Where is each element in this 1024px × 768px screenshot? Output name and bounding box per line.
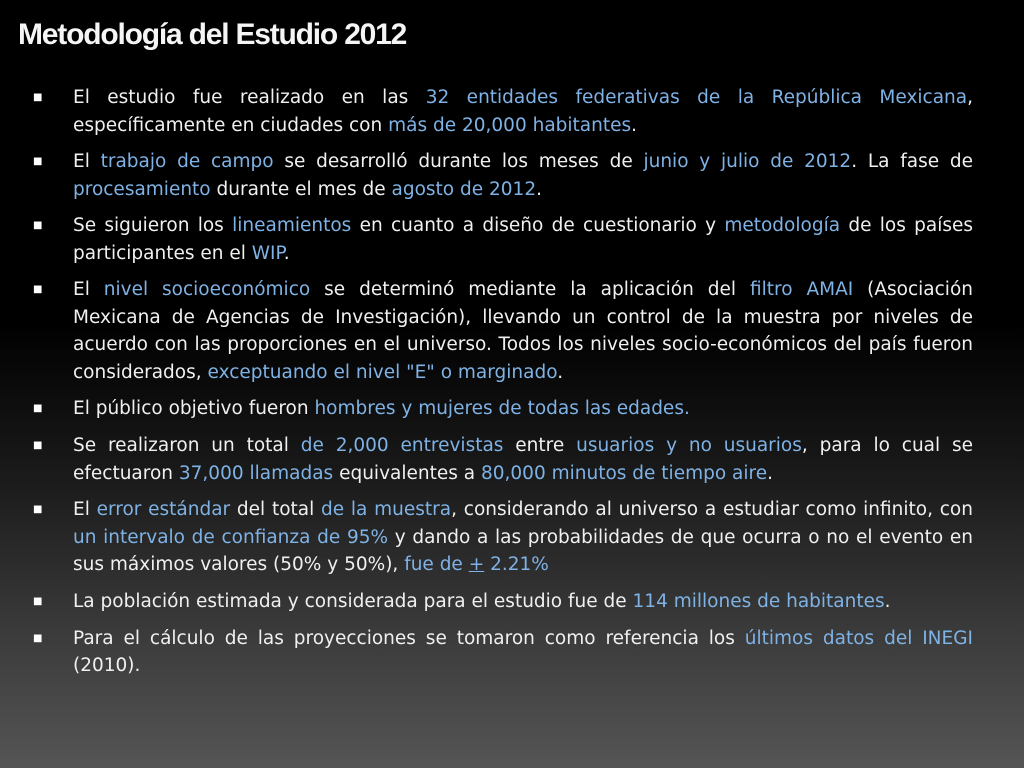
highlighted-text: metodología bbox=[724, 215, 841, 236]
body-text: (2010). bbox=[73, 655, 141, 676]
highlighted-text: de la muestra bbox=[321, 499, 452, 520]
highlighted-text: + bbox=[468, 554, 485, 575]
bullet-item bbox=[33, 395, 973, 423]
bullet-text bbox=[73, 276, 973, 386]
body-text: . bbox=[884, 590, 891, 612]
body-text: La población estimada y considerada para el estudio fue de bbox=[73, 590, 633, 612]
body-text: se determinó mediante la aplicación del bbox=[310, 279, 750, 300]
highlighted-text: nivel socioeconómico bbox=[103, 279, 311, 300]
body-text: . bbox=[536, 178, 542, 200]
body-text: El público objetivo fueron bbox=[73, 398, 315, 419]
bullet-text bbox=[73, 84, 973, 139]
highlighted-text: más de 20,000 habitantes bbox=[388, 114, 632, 136]
body-text: , para lo cual se efectuaron bbox=[73, 435, 974, 484]
body-text: El bbox=[73, 499, 97, 520]
bullet-text bbox=[73, 395, 973, 423]
highlighted-text: trabajo de campo bbox=[100, 151, 274, 172]
highlighted-text: 114 millones de habitantes bbox=[632, 590, 885, 612]
body-text: El bbox=[73, 279, 104, 300]
highlighted-text: últimos datos del INEGI bbox=[744, 627, 973, 649]
bullet-item bbox=[33, 84, 973, 139]
body-text: equivalentes a bbox=[333, 462, 481, 484]
body-text: de los países participantes en el bbox=[73, 215, 973, 264]
bullet-text bbox=[73, 588, 973, 616]
body-text: . bbox=[283, 242, 290, 264]
body-text: , específicamente en ciudades con bbox=[73, 87, 973, 136]
highlighted-text: 37,000 llamadas bbox=[178, 462, 334, 484]
square-bullet-icon: ■ bbox=[33, 156, 43, 167]
body-text: (Asociación Mexicana de Agencias de Investigación), llevando un control de la muestra por niveles de acuerdo con las proporciones en el universo. Todos los niveles socio-económicos del país fueron considerados, bbox=[73, 279, 973, 383]
bullet-text bbox=[73, 212, 973, 267]
body-text: se desarrolló durante los meses de bbox=[273, 151, 644, 172]
body-text: y dando a las probabilidades de que ocurra o no el evento en sus máximos valores (50% y 50%), bbox=[73, 526, 973, 575]
square-bullet-icon: ■ bbox=[33, 220, 43, 231]
body-text: , considerando al universo a estudiar como infinito, con bbox=[451, 499, 973, 520]
bullet-item bbox=[33, 212, 973, 267]
square-bullet-icon: ■ bbox=[33, 403, 43, 414]
highlighted-text: error estándar bbox=[96, 499, 231, 520]
body-text: en cuanto a diseño de cuestionario y bbox=[351, 215, 725, 236]
bullet-item bbox=[33, 625, 973, 680]
highlighted-text: de 2,000 entrevistas bbox=[300, 435, 504, 456]
highlighted-text: fue de bbox=[404, 554, 469, 575]
body-text: . bbox=[557, 361, 564, 383]
body-text: El bbox=[73, 151, 101, 172]
body-text: . bbox=[631, 114, 638, 136]
square-bullet-icon: ■ bbox=[33, 284, 43, 295]
bullet-text bbox=[73, 496, 973, 579]
highlighted-text: WIP bbox=[251, 242, 284, 264]
bullet-list bbox=[33, 84, 973, 689]
highlighted-text: un intervalo de confianza de 95% bbox=[73, 526, 389, 548]
highlighted-text: exceptuando el nivel "E" o marginado bbox=[207, 361, 558, 383]
body-text: durante el mes de bbox=[210, 178, 392, 200]
highlighted-text: 32 entidades federativas de la República Mexicana bbox=[425, 87, 968, 108]
body-text: entre bbox=[503, 435, 577, 456]
slide-title: Metodología del Estudio 2012 bbox=[18, 18, 407, 51]
body-text: Se siguieron los bbox=[73, 215, 233, 236]
square-bullet-icon: ■ bbox=[33, 632, 43, 644]
body-text: El estudio fue realizado en las bbox=[73, 87, 426, 108]
highlighted-text: procesamiento bbox=[73, 178, 211, 200]
highlighted-text: filtro AMAI bbox=[749, 279, 854, 300]
body-text: . bbox=[767, 462, 773, 484]
bullet-item bbox=[33, 496, 973, 579]
square-bullet-icon: ■ bbox=[33, 92, 43, 103]
body-text: . La fase de bbox=[851, 151, 973, 172]
square-bullet-icon: ■ bbox=[33, 504, 43, 515]
square-bullet-icon: ■ bbox=[33, 440, 43, 451]
body-text: Para el cálculo de las proyecciones se tomaron como referencia los bbox=[73, 627, 745, 649]
bullet-text bbox=[73, 625, 973, 680]
highlighted-text: 80,000 minutos de tiempo aire bbox=[480, 462, 768, 484]
bullet-item bbox=[33, 432, 973, 487]
bullet-text bbox=[73, 148, 973, 203]
highlighted-text: 2.21% bbox=[484, 554, 549, 575]
highlighted-text: agosto de 2012 bbox=[391, 178, 537, 200]
bullet-item bbox=[33, 588, 973, 616]
square-bullet-icon: ■ bbox=[33, 595, 43, 607]
body-text: del total bbox=[230, 499, 322, 520]
highlighted-text: hombres y mujeres de todas las edades. bbox=[314, 398, 690, 419]
bullet-item bbox=[33, 276, 973, 386]
body-text: Se realizaron un total bbox=[73, 435, 301, 456]
bullet-text bbox=[73, 432, 973, 487]
highlighted-text: usuarios y no usuarios bbox=[576, 435, 802, 456]
highlighted-text: junio y julio de 2012 bbox=[643, 151, 852, 172]
highlighted-text: lineamientos bbox=[232, 215, 352, 236]
bullet-item bbox=[33, 148, 973, 203]
